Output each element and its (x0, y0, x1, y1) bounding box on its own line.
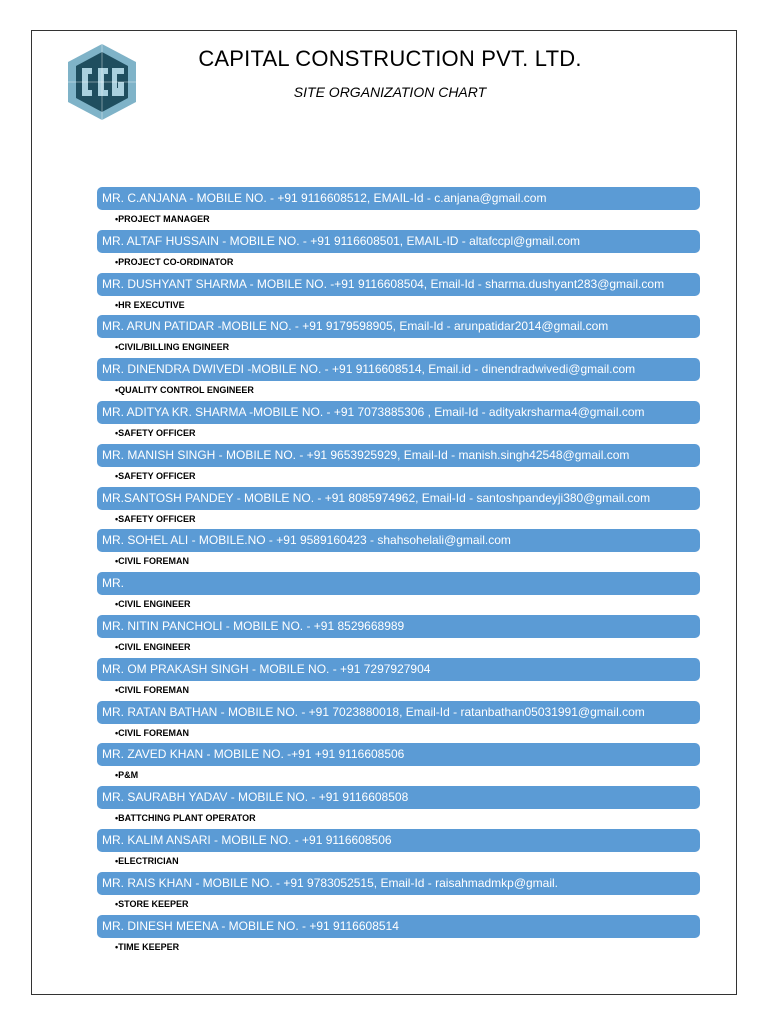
role-label: •CIVIL FOREMAN (115, 684, 189, 695)
organization-list (97, 187, 700, 957)
role-label: •SAFETY OFFICER (115, 513, 196, 524)
list-item (97, 743, 700, 786)
contact-bar: MR. OM PRAKASH SINGH - MOBILE NO. - +91 7297927904 (97, 658, 700, 681)
contact-bar: MR. ALTAF HUSSAIN - MOBILE NO. - +91 9116608501, EMAIL-ID - altafccpl@gmail.com (97, 230, 700, 253)
list-item (97, 315, 700, 358)
list-item (97, 358, 700, 401)
contact-bar: MR. DUSHYANT SHARMA - MOBILE NO. -+91 9116608504, Email-Id - sharma.dushyant283@gmail.com (97, 273, 700, 296)
contact-bar: MR. RAIS KHAN - MOBILE NO. - +91 9783052515, Email-Id - raisahmadmkp@gmail. (97, 872, 700, 895)
list-item (97, 230, 700, 273)
list-item (97, 701, 700, 744)
role-label: •STORE KEEPER (115, 898, 189, 909)
role-label: •PROJECT MANAGER (115, 214, 210, 224)
contact-bar: MR. DINESH MEENA - MOBILE NO. - +91 9116608514 (97, 915, 700, 938)
contact-bar: MR. MANISH SINGH - MOBILE NO. - +91 9653925929, Email-Id - manish.singh42548@gmail.com (97, 444, 700, 467)
role-label: •CIVIL ENGINEER (115, 599, 191, 610)
contact-bar: MR. (97, 572, 700, 595)
list-item (97, 273, 700, 316)
list-item (97, 401, 700, 444)
list-item (97, 615, 700, 658)
role-label: •CIVIL FOREMAN (115, 556, 189, 567)
role-label: •SAFETY OFFICER (115, 470, 196, 481)
contact-bar: MR. SAURABH YADAV - MOBILE NO. - +91 9116608508 (97, 786, 700, 809)
contact-bar: MR. ZAVED KHAN - MOBILE NO. -+91 +91 9116608506 (97, 743, 700, 766)
list-item (97, 786, 700, 829)
company-logo (62, 42, 142, 122)
list-item (97, 658, 700, 701)
role-label: •TIME KEEPER (115, 941, 180, 952)
contact-bar: MR. RATAN BATHAN - MOBILE NO. - +91 7023880018, Email-Id - ratanbathan05031991@gmail.com (97, 701, 700, 724)
company-title: CAPITAL CONSTRUCTION PVT. LTD. (198, 46, 582, 71)
role-label: •P&M (115, 770, 139, 781)
contact-bar: MR. ARUN PATIDAR -MOBILE NO. - +91 9179598905, Email-Id - arunpatidar2014@gmail.com (97, 315, 700, 338)
list-item (97, 444, 700, 487)
role-label: •CIVIL/BILLING ENGINEER (115, 342, 230, 353)
list-item (97, 915, 700, 958)
contact-bar: MR. KALIM ANSARI - MOBILE NO. - +91 9116608506 (97, 829, 700, 852)
list-item (97, 872, 700, 915)
role-label: •QUALITY CONTROL ENGINEER (115, 385, 254, 396)
role-label: •CIVIL ENGINEER (115, 641, 191, 652)
list-item (97, 187, 700, 230)
contact-bar: MR. ADITYA KR. SHARMA -MOBILE NO. - +91 7073885306 , Email-Id - adityakrsharma4@gmail.com (97, 401, 700, 424)
chart-subtitle: SITE ORGANIZATION CHART (293, 84, 487, 100)
contact-bar: MR. DINENDRA DWIVEDI -MOBILE NO. - +91 9116608514, Email.id - dinendradwivedi@gmail.com (97, 358, 700, 381)
list-item (97, 829, 700, 872)
role-label: •CIVIL FOREMAN (115, 727, 189, 738)
role-label: •BATTCHING PLANT OPERATOR (115, 813, 256, 824)
contact-bar: MR.SANTOSH PANDEY - MOBILE NO. - +91 8085974962, Email-Id - santoshpandeyji380@gmail.com (97, 487, 700, 510)
contact-bar: MR. SOHEL ALI - MOBILE.NO - +91 9589160423 - shahsohelali@gmail.com (97, 529, 700, 552)
list-item (97, 487, 700, 530)
contact-bar: MR. NITIN PANCHOLI - MOBILE NO. - +91 8529668989 (97, 615, 700, 638)
contact-bar: MR. C.ANJANA - MOBILE NO. - +91 9116608512, EMAIL-Id - c.anjana@gmail.com (97, 187, 700, 210)
list-item (97, 529, 700, 572)
role-label: •HR EXECUTIVE (115, 299, 185, 310)
list-item (97, 572, 700, 615)
role-label: •ELECTRICIAN (115, 855, 179, 866)
role-label: •SAFETY OFFICER (115, 427, 196, 438)
role-label: •PROJECT CO-ORDINATOR (115, 256, 234, 267)
